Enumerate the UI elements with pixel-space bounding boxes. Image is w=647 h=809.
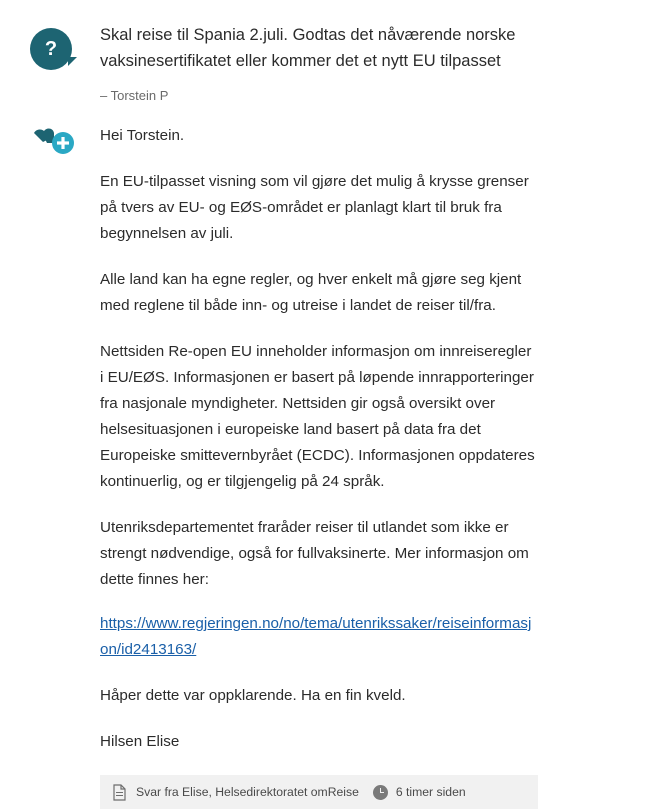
answer-closing: Håper dette var oppklarende. Ha en fin kveld. (100, 687, 406, 704)
question-avatar-glyph: ? (44, 37, 58, 60)
answer-paragraph-1: En EU-tilpasset visning som vil gjøre det mulig å krysse grenser på tvers av EU- og EØS-området er planlagt klart til bruk fra begynnelsen av juli. (100, 173, 529, 242)
answer-paragraph-3: Nettsiden Re-open EU inneholder informasjon om innreiseregler i EU/EØS. Informasjonen er basert på løpende innrapporteringer fra nasjonale myndigheter. Nettsiden gir også oversikt over helsesituasjonen i europeiske land basert på data fra det Europeiske smittevernbyrået (ECDC). Informasjonen oppdateres kontinuerlig, og er tilgjengelig på 24 språk. (100, 343, 535, 490)
external-link[interactable]: https://www.regjeringen.no/no/tema/utenrikssaker/reiseinformasjon/id2413163/ (100, 615, 532, 658)
footer-source-link[interactable]: Reise (327, 785, 359, 799)
footer-source-text: Svar fra Elise, Helsedirektoratet om (136, 785, 328, 799)
answer-body (100, 123, 538, 809)
question-author: – Torstein P (100, 88, 169, 103)
question-body (100, 22, 538, 103)
question-avatar-icon (30, 28, 72, 70)
answer-paragraph-4: Utenriksdepartementet fraråder reiser til utlandet som ikke er strengt nødvendige, også for fullvaksinerte. Mer informasjon om dette finnes her: (100, 519, 529, 588)
answer-footer-bar (100, 775, 538, 809)
helsenorge-logo-icon (30, 125, 74, 165)
document-icon (112, 784, 127, 801)
question-title: Skal reise til Spania 2.juli. Godtas det nåværende norske vaksinesertifikatet eller kommer det et nytt EU tilpasset (100, 26, 516, 70)
answer-block (0, 103, 647, 809)
answer-signature: Hilsen Elise (100, 733, 180, 750)
answer-paragraph-2: Alle land kan ha egne regler, og hver enkelt må gjøre seg kjent med reglene til både inn- og utreise i landet de reiser til/fra. (100, 271, 522, 314)
question-block (0, 0, 647, 103)
answer-greeting: Hei Torstein. (100, 127, 185, 144)
footer-timestamp: 6 timer siden (395, 785, 466, 799)
clock-icon (373, 785, 388, 800)
